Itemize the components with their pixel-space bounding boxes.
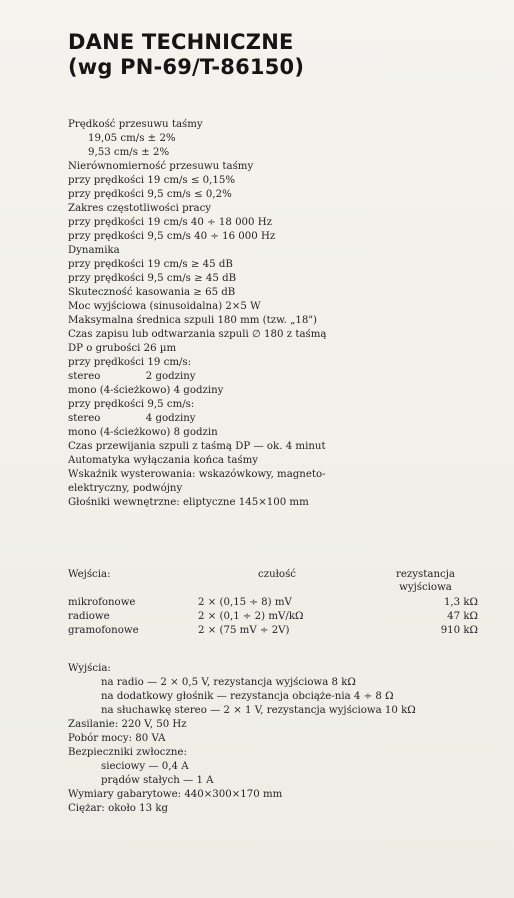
spec-line: przy prędkości 9,5 cm/s ≤ 0,2% <box>68 189 232 200</box>
output-item: na radio — 2 × 0,5 V, rezystancja wyjściowa 8 kΩ <box>101 677 356 688</box>
inputs-table <box>68 568 478 638</box>
spec-line: prądów stałych — 1 A <box>101 775 214 786</box>
spec-line: Głośniki wewnętrzne: eliptyczne 145×100 mm <box>68 497 309 508</box>
input-sensitivity: 2 × (75 mV ÷ 2V) <box>198 625 290 636</box>
resistance-header: rezystancja wyjściowa <box>396 569 455 593</box>
spec-line: przy prędkości 19 cm/s ≤ 0,15% <box>68 175 236 186</box>
spec-line: Prędkość przesuwu taśmy <box>68 119 203 130</box>
spec-line: przy prędkości 9,5 cm/s: <box>68 399 195 410</box>
input-resistance: 910 kΩ <box>440 625 478 636</box>
spec-line: Czas przewijania szpuli z taśmą DP — ok. 4 minut <box>68 441 326 452</box>
output-item: na dodatkowy głośnik — rezystancja obciąże-nia 4 ÷ 8 Ω <box>101 691 394 702</box>
input-sensitivity: 2 × (0,15 ÷ 8) mV <box>198 597 292 608</box>
spec-line: Automatyka wyłączania końca taśmy <box>68 455 259 466</box>
spec-line: Maksymalna średnica szpuli 180 mm (tzw. „18") <box>68 315 318 326</box>
inputs-heading: Wejścia: <box>68 569 111 580</box>
power-and-dimensions <box>68 718 478 816</box>
spec-line: Zasilanie: 220 V, 50 Hz <box>68 719 187 730</box>
output-item: na słuchawkę stereo — 2 × 1 V, rezystancja wyjściowa 10 kΩ <box>101 705 416 716</box>
spec-line: DP o grubości 26 µm <box>68 343 177 354</box>
spec-line: stereo 4 godziny <box>68 413 196 424</box>
spec-line: Zakres częstotliwości pracy <box>68 203 212 214</box>
outputs-heading: Wyjścia: <box>68 663 111 674</box>
input-name: gramofonowe <box>68 625 139 636</box>
spec-line: Czas zapisu lub odtwarzania szpuli ∅ 180 z taśmą <box>68 329 327 340</box>
inputs-header <box>68 568 478 596</box>
spec-line: Nierównomierność przesuwu taśmy <box>68 161 254 172</box>
spec-line: mono (4-ścieżkowo) 4 godziny <box>68 385 224 396</box>
input-row <box>68 624 478 638</box>
spec-line: przy prędkości 19 cm/s: <box>68 357 192 368</box>
sensitivity-header: czułość <box>258 569 297 580</box>
input-name: radiowe <box>68 611 110 622</box>
spec-line: przy prędkości 19 cm/s ≥ 45 dB <box>68 259 233 270</box>
spec-line: mono (4-ścieżkowo) 8 godzin <box>68 427 218 438</box>
spec-line: Wskaźnik wysterowania: wskazówkowy, magneto- <box>68 469 326 480</box>
title-line-2: (wg PN-69/T-86150) <box>68 55 305 79</box>
spec-line: Wymiary gabarytowe: 440×300×170 mm <box>68 789 283 800</box>
spec-line: sieciowy — 0,4 A <box>101 761 189 772</box>
spec-line: 9,53 cm/s ± 2% <box>88 147 170 158</box>
spec-line: przy prędkości 9,5 cm/s ≥ 45 dB <box>68 273 237 284</box>
spec-line: Dynamika <box>68 245 120 256</box>
title-line-1: DANE TECHNICZNE <box>68 30 294 54</box>
spec-line: Moc wyjściowa (sinusoidalna) 2×5 W <box>68 301 261 312</box>
spec-line: Pobór mocy: 80 VA <box>68 733 166 744</box>
input-resistance: 47 kΩ <box>447 611 478 622</box>
spec-list <box>68 118 498 510</box>
spec-line: Skuteczność kasowania ≥ 65 dB <box>68 287 236 298</box>
spec-line: 19,05 cm/s ± 2% <box>88 133 176 144</box>
spec-line: przy prędkości 19 cm/s 40 ÷ 18 000 Hz <box>68 217 273 228</box>
spec-line: stereo 2 godziny <box>68 371 196 382</box>
input-sensitivity: 2 × (0,1 ÷ 2) mV/kΩ <box>198 611 304 622</box>
input-name: mikrofonowe <box>68 597 136 608</box>
spec-line: przy prędkości 9,5 cm/s 40 ÷ 16 000 Hz <box>68 231 276 242</box>
spec-line: elektryczny, podwójny <box>68 483 183 494</box>
input-resistance: 1,3 kΩ <box>443 597 478 608</box>
input-row <box>68 596 478 610</box>
spec-line: Bezpieczniki zwłoczne: <box>68 747 187 758</box>
input-row <box>68 610 478 624</box>
document-title <box>68 30 304 80</box>
outputs-section <box>68 662 478 816</box>
spec-line: Ciężar: około 13 kg <box>68 803 169 814</box>
